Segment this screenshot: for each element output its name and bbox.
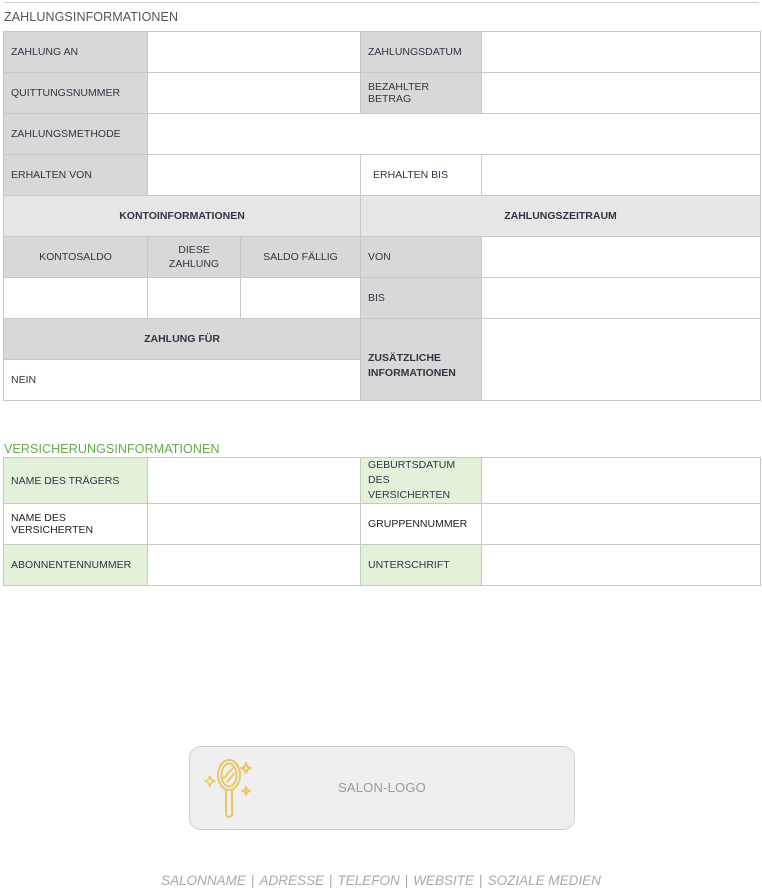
- footer-separator: |: [328, 873, 333, 888]
- footer-social-media: SOZIALE MEDIEN: [487, 873, 601, 888]
- period-to-field[interactable]: [482, 278, 761, 319]
- paid-to-field[interactable]: [148, 32, 361, 73]
- table-row: [4, 73, 761, 114]
- account-info-header: KONTOINFORMATIONEN: [4, 196, 361, 237]
- received-by-field[interactable]: [482, 155, 761, 196]
- paid-to-label: ZAHLUNG AN: [4, 32, 148, 73]
- period-to-label: BIS: [361, 278, 482, 319]
- period-from-label: VON: [361, 237, 482, 278]
- footer-separator: |: [479, 873, 483, 888]
- footer: [0, 873, 762, 888]
- insurance-table: [3, 457, 761, 586]
- logo-text: SALON-LOGO: [338, 780, 426, 795]
- receipt-number-field[interactable]: [148, 73, 361, 114]
- insurance-section-title: VERSICHERUNGSINFORMATIONEN: [4, 442, 220, 456]
- payment-method-field[interactable]: [148, 114, 761, 155]
- insured-name-field[interactable]: [148, 504, 361, 545]
- group-number-label: GRUPPENNUMMER: [361, 504, 482, 545]
- table-row: [4, 155, 761, 196]
- payment-table: [3, 31, 761, 401]
- footer-salon-name: SALONNAME: [161, 873, 246, 888]
- table-row: [4, 114, 761, 155]
- this-payment-field[interactable]: [148, 278, 241, 319]
- insured-name-label: NAME DES VERSICHERTEN: [4, 504, 148, 545]
- carrier-name-field[interactable]: [148, 458, 361, 504]
- table-row: [4, 196, 761, 237]
- additional-info-field[interactable]: [482, 319, 761, 401]
- salon-logo-placeholder: [189, 746, 575, 830]
- subscriber-number-label: ABONNENTENNUMMER: [4, 545, 148, 586]
- period-from-field[interactable]: [482, 237, 761, 278]
- received-from-field[interactable]: [148, 155, 361, 196]
- table-row: [4, 504, 761, 545]
- table-row: [4, 319, 761, 360]
- payment-period-header: ZAHLUNGSZEITRAUM: [361, 196, 761, 237]
- signature-field[interactable]: [482, 545, 761, 586]
- payment-section-title: ZAHLUNGSINFORMATIONEN: [4, 10, 179, 24]
- payment-for-field[interactable]: NEIN: [4, 360, 361, 401]
- payment-date-label: ZAHLUNGSDATUM: [361, 32, 482, 73]
- received-from-label: ERHALTEN VON: [4, 155, 148, 196]
- footer-phone: TELEFON: [337, 873, 400, 888]
- payment-date-field[interactable]: [482, 32, 761, 73]
- this-payment-label: DIESE ZAHLUNG: [148, 237, 241, 278]
- account-balance-field[interactable]: [4, 278, 148, 319]
- carrier-name-label: NAME DES TRÄGERS: [4, 458, 148, 504]
- signature-label: UNTERSCHRIFT: [361, 545, 482, 586]
- payment-for-header: ZAHLUNG FÜR: [4, 319, 361, 360]
- top-divider: [4, 2, 759, 3]
- payment-method-label: ZAHLUNGSMETHODE: [4, 114, 148, 155]
- balance-due-field[interactable]: [241, 278, 361, 319]
- balance-due-label: SALDO FÄLLIG: [241, 237, 361, 278]
- amount-paid-label: BEZAHLTER BETRAG: [361, 73, 482, 114]
- footer-address: ADRESSE: [259, 873, 324, 888]
- table-row: [4, 278, 761, 319]
- table-row: [4, 458, 761, 504]
- footer-website: WEBSITE: [413, 873, 475, 888]
- table-row: [4, 32, 761, 73]
- insured-dob-field[interactable]: [482, 458, 761, 504]
- footer-separator: |: [404, 873, 409, 888]
- footer-separator: |: [250, 873, 255, 888]
- additional-info-label: ZUSÄTZLICHE INFORMATIONEN: [361, 319, 482, 401]
- account-balance-label: KONTOSALDO: [4, 237, 148, 278]
- amount-paid-field[interactable]: [482, 73, 761, 114]
- insured-dob-label: GEBURTSDATUM DES VERSICHERTEN: [361, 458, 482, 504]
- table-row: [4, 237, 761, 278]
- table-row: [4, 545, 761, 586]
- group-number-field[interactable]: [482, 504, 761, 545]
- receipt-number-label: QUITTUNGSNUMMER: [4, 73, 148, 114]
- subscriber-number-field[interactable]: [148, 545, 361, 586]
- received-by-label: ERHALTEN BIS: [361, 155, 482, 196]
